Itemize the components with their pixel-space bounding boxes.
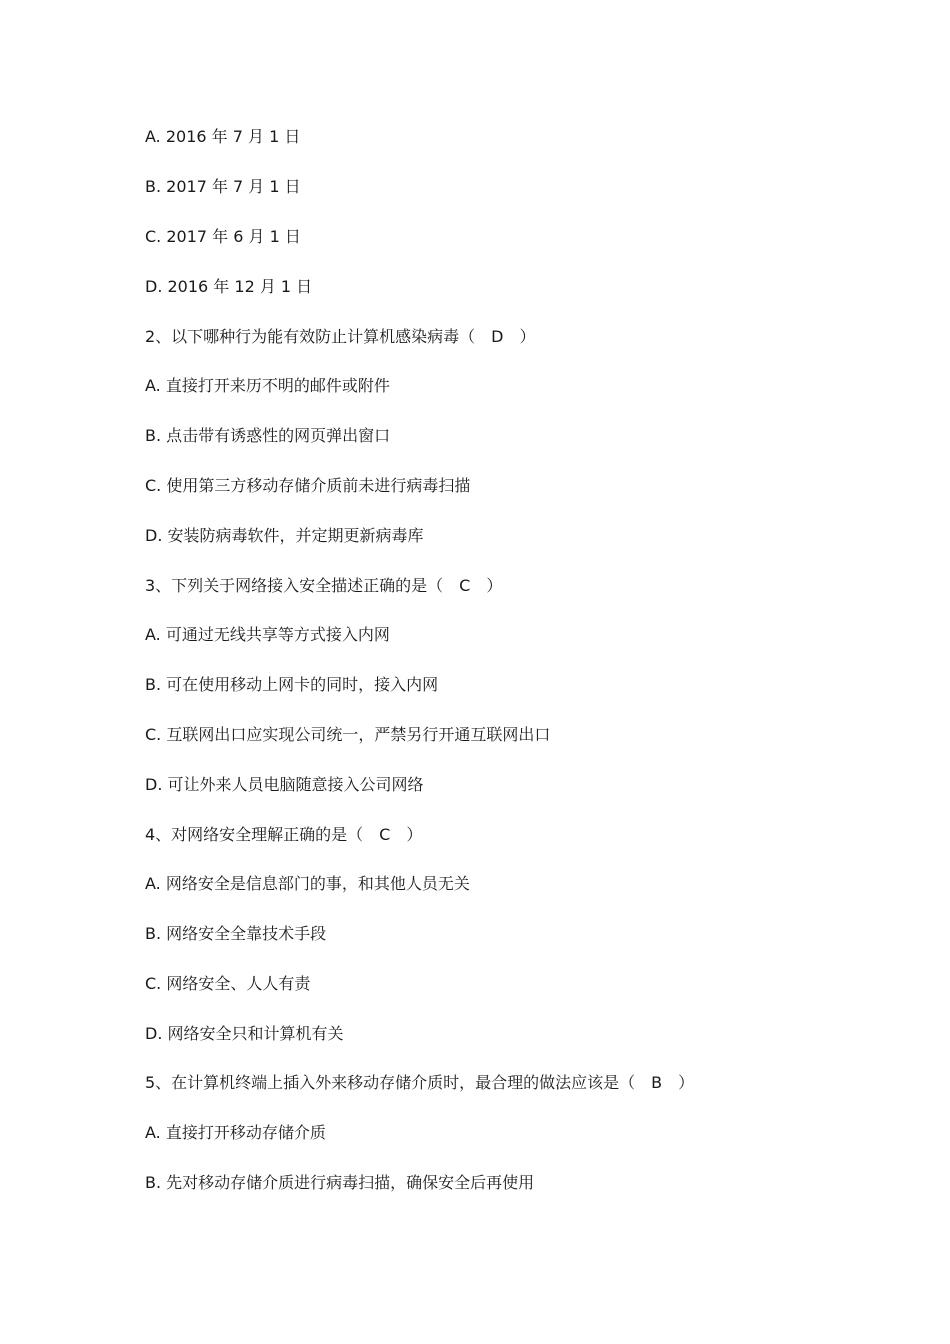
- question-line: 5、在计算机终端上插入外来移动存储介质时，最合理的做法应该是（ B ）: [145, 1073, 695, 1092]
- question-line: 3、下列关于网络接入安全描述正确的是（ C ）: [145, 576, 503, 595]
- option-line: A. 2016 年 7 月 1 日: [145, 127, 301, 146]
- option-line: C. 2017 年 6 月 1 日: [145, 227, 301, 246]
- option-line: A. 网络安全是信息部门的事，和其他人员无关: [145, 874, 470, 893]
- option-line: D. 网络安全只和计算机有关: [145, 1024, 344, 1043]
- option-line: A. 直接打开移动存储介质: [145, 1123, 326, 1142]
- option-line: B. 点击带有诱惑性的网页弹出窗口: [145, 426, 391, 445]
- option-line: A. 可通过无线共享等方式接入内网: [145, 625, 390, 644]
- option-line: B. 2017 年 7 月 1 日: [145, 177, 301, 196]
- option-line: A. 直接打开来历不明的邮件或附件: [145, 376, 390, 395]
- option-line: C. 互联网出口应实现公司统一，严禁另行开通互联网出口: [145, 725, 551, 744]
- option-line: D. 2016 年 12 月 1 日: [145, 277, 313, 296]
- option-line: B. 网络安全全靠技术手段: [145, 924, 327, 943]
- option-line: D. 安装防病毒软件，并定期更新病毒库: [145, 526, 424, 545]
- option-line: C. 网络安全、人人有责: [145, 974, 311, 993]
- question-line: 2、以下哪种行为能有效防止计算机感染病毒（ D ）: [145, 327, 536, 346]
- option-line: B. 可在使用移动上网卡的同时，接入内网: [145, 675, 439, 694]
- option-line: B. 先对移动存储介质进行病毒扫描，确保安全后再使用: [145, 1173, 535, 1192]
- question-line: 4、对网络安全理解正确的是（ C ）: [145, 825, 423, 844]
- option-line: C. 使用第三方移动存储介质前未进行病毒扫描: [145, 476, 471, 495]
- option-line: D. 可让外来人员电脑随意接入公司网络: [145, 775, 424, 794]
